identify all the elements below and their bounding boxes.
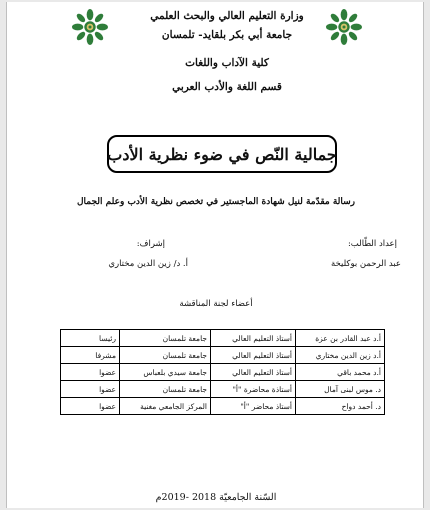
member-name: أ.د زين الدين مختاري: [296, 347, 385, 364]
member-name: د. موس لبنى آمال: [296, 381, 385, 398]
member-role: عضوا: [61, 381, 120, 398]
supervision-label: إشراف:: [136, 239, 165, 249]
university-emblem-icon: [325, 8, 363, 46]
supervisor-name: أ. د/ زين الدين مختاري: [108, 259, 188, 269]
faculty-name: كلية الآداب واللغات: [185, 57, 269, 69]
member-rank: أستاذة محاضرة "أ": [211, 381, 296, 398]
table-row: [61, 381, 385, 398]
thesis-subtitle: رسالة مقدّمة لنيل شهادة الماجستير في تخصص نظرية الأدب وعلم الجمال: [76, 197, 356, 207]
member-institution: جامعة سيدي بلعباس: [120, 364, 211, 381]
university-emblem-icon: [71, 8, 109, 46]
table-row: [61, 398, 385, 415]
academic-year: السّنة الجامعيّة 2018 -2019م: [155, 492, 277, 503]
member-role: مشرفا: [61, 347, 120, 364]
ministry-name: وزارة التعليم العالي والبحث العلمي: [150, 10, 304, 22]
member-name: أ.د محمد باقي: [296, 364, 385, 381]
member-role: عضوا: [61, 398, 120, 415]
member-role: رئيسا: [61, 330, 120, 347]
university-name: جامعة أبي بكر بلقايد- تلمسان: [161, 29, 293, 41]
preparation-label: إعداد الطّالب:: [347, 239, 397, 249]
table-row: [61, 330, 385, 347]
member-name: أ.د عبد القادر بن عزة: [296, 330, 385, 347]
committee-title: أعضاء لجنة المناقشة: [179, 299, 253, 309]
member-rank: أستاذ التعليم العالي: [211, 364, 296, 381]
committee-table: [60, 329, 385, 415]
member-rank: أستاذ التعليم العالي: [211, 347, 296, 364]
student-name: عبد الرحمن بوكليخة: [330, 259, 401, 269]
member-rank: أستاذ محاضر "أ": [211, 398, 296, 415]
member-role: عضوا: [61, 364, 120, 381]
table-row: [61, 347, 385, 364]
thesis-title: جمالية النّص في ضوء نظرية الأدب: [107, 135, 337, 173]
member-institution: جامعة تلمسان: [120, 347, 211, 364]
department-name: قسم اللغة والأدب العربي: [172, 81, 282, 93]
document-page: [6, 2, 424, 508]
member-institution: المركز الجامعي مغنية: [120, 398, 211, 415]
table-row: [61, 364, 385, 381]
member-institution: جامعة تلمسان: [120, 330, 211, 347]
member-rank: أستاذ التعليم العالي: [211, 330, 296, 347]
member-institution: جامعة تلمسان: [120, 381, 211, 398]
member-name: د. أحمد دواح: [296, 398, 385, 415]
